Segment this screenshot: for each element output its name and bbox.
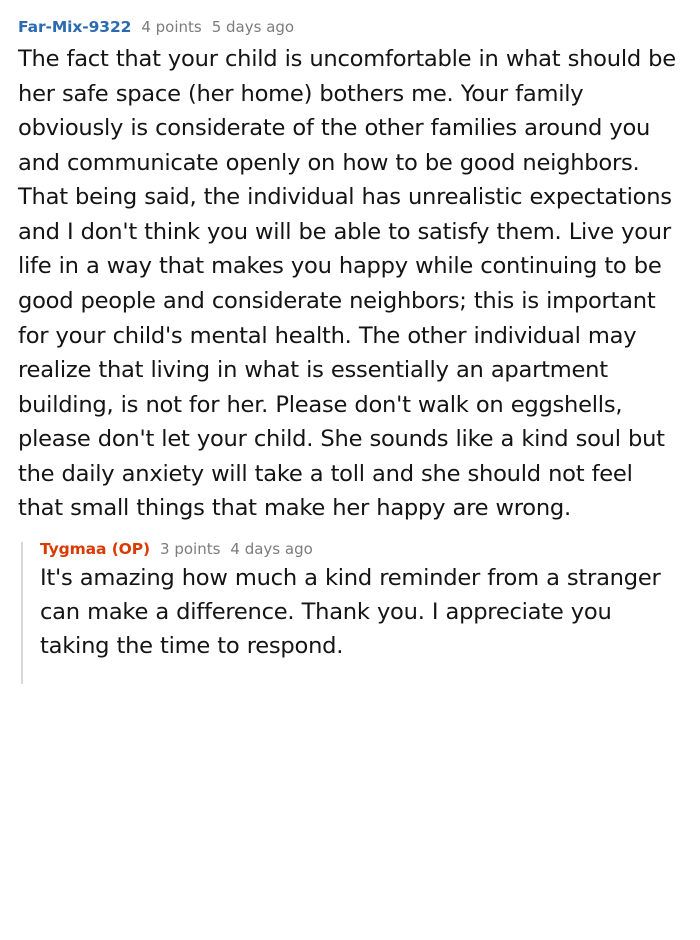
thread-line	[21, 542, 23, 684]
comment-author-link-op[interactable]: Tygmaa (OP)	[40, 539, 151, 558]
comment-timestamp: 4 days ago	[230, 539, 313, 558]
comment-timestamp: 5 days ago	[211, 18, 295, 36]
comment-header	[18, 18, 682, 36]
comment-author-link[interactable]: Far-Mix-9322	[18, 18, 132, 36]
comment-header	[40, 540, 682, 558]
comment-body: The fact that your child is uncomfortable in what should be her safe space (her home) bothers me. Your family obviously is considerate of the other families around you and communicate openly on how to be good neighbors. That being said, the individual has unrealistic expectations and I don't think you will be able to satisfy them. Live your life in a way that makes you happy while continuing to be good people and considerate neighbors; this is important for your child's mental health. The other individual may realize that living in what is essentially an apartment building, is not for her. Please don't walk on eggshells, please don't let your child. She sounds like a kind soul but the daily anxiety will take a toll and she should not feel that small things that make her happy are wrong.	[18, 46, 676, 522]
comment-body: It's amazing how much a kind reminder from a stranger can make a difference. Thank you. I appreciate you taking the time to respond.	[40, 564, 661, 659]
comment-points: 4 points	[141, 18, 202, 36]
comment-reply	[18, 540, 682, 664]
comment-top-level	[18, 18, 682, 526]
comment-points: 3 points	[160, 539, 221, 558]
